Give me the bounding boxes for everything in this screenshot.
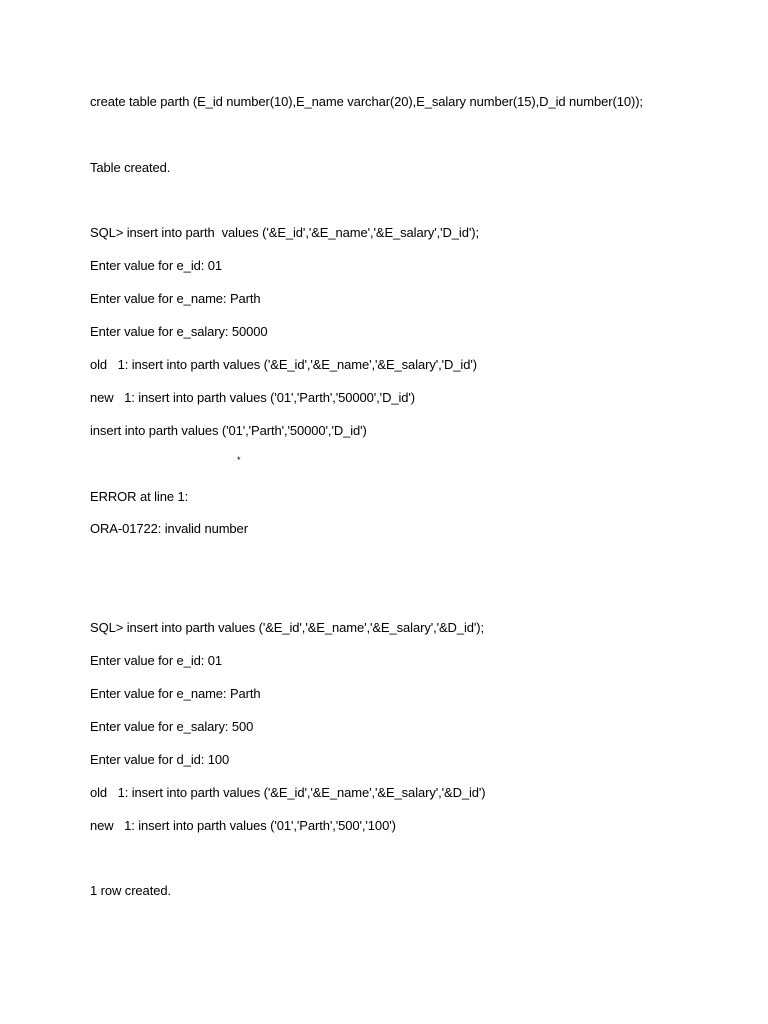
insert-statement-2: SQL> insert into parth values ('&E_id','&E_name','&E_salary','&D_id'); <box>90 620 485 635</box>
prompt-e-name-2: Enter value for e_name: Parth <box>90 686 261 701</box>
row-created-message: 1 row created. <box>90 883 171 898</box>
prompt-d-id-2: Enter value for d_id: 100 <box>90 752 230 767</box>
new-statement-2: new 1: insert into parth values ('01','Parth','500','100') <box>90 818 396 833</box>
old-statement-1: old 1: insert into parth values ('&E_id','&E_name','&E_salary','D_id') <box>90 357 477 372</box>
ora-error-message: ORA-01722: invalid number <box>90 521 248 536</box>
new-statement-1: new 1: insert into parth values ('01','Parth','50000','D_id') <box>90 390 416 405</box>
insert-statement-1: SQL> insert into parth values ('&E_id','&E_name','&E_salary','D_id'); <box>90 225 479 240</box>
error-position-marker: * <box>237 455 241 465</box>
prompt-e-salary-2: Enter value for e_salary: 500 <box>90 719 254 734</box>
create-table-statement: create table parth (E_id number(10),E_name varchar(20),E_salary number(15),D_id number(10)); <box>90 94 643 109</box>
prompt-e-salary-1: Enter value for e_salary: 50000 <box>90 324 268 339</box>
error-line-message: ERROR at line 1: <box>90 489 189 504</box>
prompt-e-name-1: Enter value for e_name: Parth <box>90 291 261 306</box>
old-statement-2: old 1: insert into parth values ('&E_id','&E_name','&E_salary','&D_id') <box>90 785 486 800</box>
prompt-e-id-1: Enter value for e_id: 01 <box>90 258 223 273</box>
prompt-e-id-2: Enter value for e_id: 01 <box>90 653 223 668</box>
table-created-message: Table created. <box>90 160 171 175</box>
executed-statement-1: insert into parth values ('01','Parth','50000','D_id') <box>90 423 367 438</box>
